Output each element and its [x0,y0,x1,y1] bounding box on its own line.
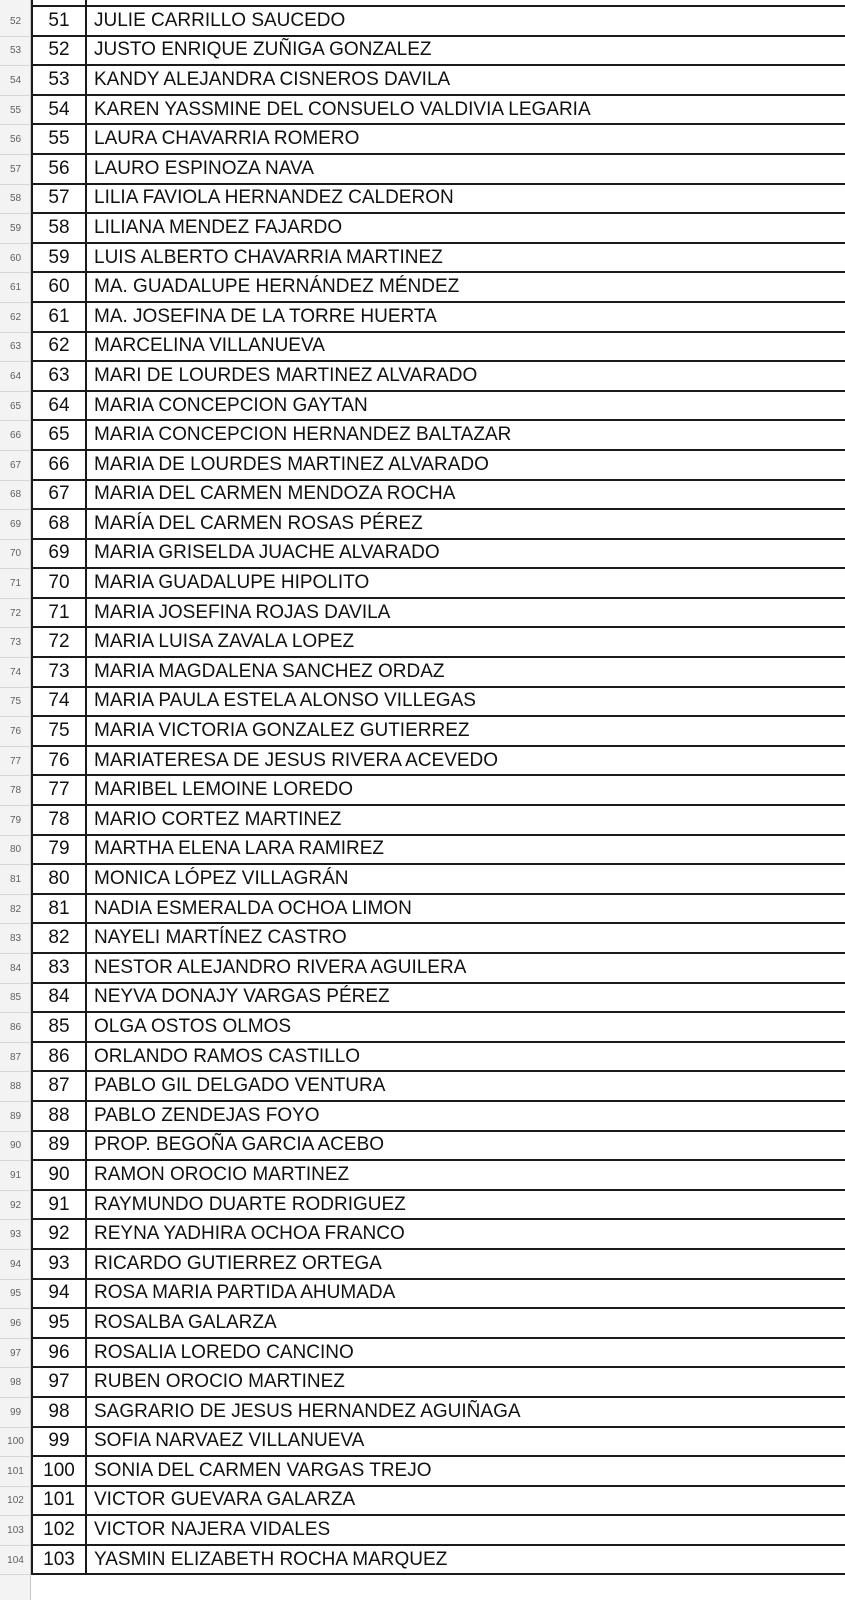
table-row [0,37,845,67]
row-header[interactable]: 100 [0,1428,31,1458]
table-row [0,481,845,511]
cell-name[interactable]: MARTHA ELENA LARA RAMIREZ [87,836,845,866]
row-header[interactable]: 103 [0,1516,31,1546]
row-header[interactable]: 94 [0,1250,31,1280]
cell-name[interactable]: MARIATERESA DE JESUS RIVERA ACEVEDO [87,747,845,777]
table-row [0,717,845,747]
cell-number[interactable]: 68 [31,510,87,540]
table-row [0,1339,845,1369]
cell-name[interactable]: ROSALIA LOREDO CANCINO [87,1339,845,1369]
cell-name[interactable]: YASMIN ELIZABETH ROCHA MARQUEZ [87,1546,845,1576]
table-row [0,7,845,37]
cell-number[interactable]: 69 [31,540,87,570]
table-row [0,658,845,688]
row-header[interactable]: 65 [0,392,31,422]
cell-number[interactable]: 72 [31,628,87,658]
row-header[interactable]: 104 [0,1546,31,1576]
cell-name[interactable]: RUBEN OROCIO MARTINEZ [87,1368,845,1398]
table-row [0,66,845,96]
row-header[interactable]: 67 [0,451,31,481]
cell-name[interactable]: LAURA CHAVARRIA ROMERO [87,125,845,155]
table-row [0,1043,845,1073]
cell-name[interactable]: OLGA OSTOS OLMOS [87,1013,845,1043]
cell-name[interactable]: JULIE CARRILLO SAUCEDO [87,7,845,37]
row-header[interactable]: 83 [0,924,31,954]
cell-name[interactable]: LUIS ALBERTO CHAVARRIA MARTINEZ [87,244,845,274]
cell-number[interactable]: 96 [31,1339,87,1369]
cell-number[interactable]: 82 [31,924,87,954]
cell-number[interactable]: 59 [31,244,87,274]
table-row [0,954,845,984]
row-header[interactable]: 76 [0,717,31,747]
cell-name[interactable]: REYNA YADHIRA OCHOA FRANCO [87,1220,845,1250]
table-row [0,1546,845,1576]
row-header[interactable]: 86 [0,1013,31,1043]
row-header[interactable]: 88 [0,1072,31,1102]
row-header[interactable]: 87 [0,1043,31,1073]
cell-number[interactable]: 62 [31,333,87,363]
cell-number[interactable]: 87 [31,1072,87,1102]
cell-number[interactable]: 80 [31,865,87,895]
cell-name[interactable]: KAREN YASSMINE DEL CONSUELO VALDIVIA LEGARIA [87,96,845,126]
cell-name[interactable]: MARIA GRISELDA JUACHE ALVARADO [87,540,845,570]
row-header[interactable]: 90 [0,1132,31,1162]
table-row [0,1132,845,1162]
cell-name[interactable]: RICARDO GUTIERREZ ORTEGA [87,1250,845,1280]
cell-number[interactable]: 92 [31,1220,87,1250]
cell-name[interactable]: MARIA MAGDALENA SANCHEZ ORDAZ [87,658,845,688]
cell-number[interactable]: 67 [31,481,87,511]
table-row [0,806,845,836]
row-header[interactable]: 99 [0,1398,31,1428]
row-header[interactable]: 75 [0,688,31,718]
cell-number[interactable]: 83 [31,954,87,984]
cell-name[interactable]: MARIA VICTORIA GONZALEZ GUTIERREZ [87,717,845,747]
row-header[interactable]: 66 [0,421,31,451]
cell-name[interactable]: ORLANDO RAMOS CASTILLO [87,1043,845,1073]
table-row [0,1457,845,1487]
cell-name[interactable]: LAURO ESPINOZA NAVA [87,155,845,185]
cell-name[interactable]: MARIO CORTEZ MARTINEZ [87,806,845,836]
table-row [0,569,845,599]
cell-name[interactable]: PABLO ZENDEJAS FOYO [87,1102,845,1132]
row-header[interactable]: 55 [0,96,31,126]
table-row [0,451,845,481]
table-row [0,1250,845,1280]
row-header[interactable]: 77 [0,747,31,777]
cell-name[interactable]: MARIA GUADALUPE HIPOLITO [87,569,845,599]
table-row [0,214,845,244]
table-row [0,1487,845,1517]
table-row [0,688,845,718]
cell-number[interactable]: 94 [31,1280,87,1310]
cell-number[interactable]: 55 [31,125,87,155]
row-header[interactable]: 68 [0,481,31,511]
cell-name[interactable]: LILIA FAVIOLA HERNANDEZ CALDERON [87,185,845,215]
table-row [0,1072,845,1102]
cell-number[interactable]: 76 [31,747,87,777]
row-header[interactable]: 101 [0,1457,31,1487]
cell-name[interactable]: MARIA DEL CARMEN MENDOZA ROCHA [87,481,845,511]
table-row [0,1220,845,1250]
cell-name[interactable]: MARIA CONCEPCION HERNANDEZ BALTAZAR [87,421,845,451]
row-header[interactable]: 57 [0,155,31,185]
cell-name-partial[interactable] [87,0,845,7]
cell-name[interactable]: MA. JOSEFINA DE LA TORRE HUERTA [87,303,845,333]
cell-number[interactable]: 81 [31,895,87,925]
cell-number[interactable]: 102 [31,1516,87,1546]
table-row [0,747,845,777]
cell-number[interactable]: 89 [31,1132,87,1162]
cell-name[interactable]: ROSA MARIA PARTIDA AHUMADA [87,1280,845,1310]
table-row [0,1398,845,1428]
row-header[interactable]: 78 [0,776,31,806]
cell-number[interactable]: 88 [31,1102,87,1132]
partial-row-top [0,0,845,7]
cell-name[interactable]: MARI DE LOURDES MARTINEZ ALVARADO [87,362,845,392]
cell-name[interactable]: MARIA DE LOURDES MARTINEZ ALVARADO [87,451,845,481]
table-row [0,540,845,570]
cell-name[interactable]: JUSTO ENRIQUE ZUÑIGA GONZALEZ [87,37,845,67]
row-header[interactable]: 61 [0,273,31,303]
row-header[interactable]: 70 [0,540,31,570]
row-header[interactable]: 80 [0,836,31,866]
cell-number-partial[interactable] [31,0,87,7]
cell-number[interactable]: 85 [31,1013,87,1043]
row-header[interactable]: 84 [0,954,31,984]
table-row [0,984,845,1014]
row-header[interactable]: 89 [0,1102,31,1132]
table-row [0,96,845,126]
cell-number[interactable]: 100 [31,1457,87,1487]
table-row [0,244,845,274]
cell-name[interactable]: MARÍA DEL CARMEN ROSAS PÉREZ [87,510,845,540]
table-row [0,421,845,451]
row-header[interactable]: 72 [0,599,31,629]
row-header[interactable]: 96 [0,1309,31,1339]
table-row [0,1309,845,1339]
cell-name[interactable]: MA. GUADALUPE HERNÁNDEZ MÉNDEZ [87,273,845,303]
row-header[interactable]: 81 [0,865,31,895]
cell-name[interactable]: PABLO GIL DELGADO VENTURA [87,1072,845,1102]
row-header[interactable]: 79 [0,806,31,836]
cell-name[interactable]: RAMON OROCIO MARTINEZ [87,1161,845,1191]
cell-number[interactable]: 79 [31,836,87,866]
cell-number[interactable]: 101 [31,1487,87,1517]
cell-number[interactable]: 66 [31,451,87,481]
table-row [0,1013,845,1043]
row-header[interactable]: 63 [0,333,31,363]
cell-grid [0,7,845,1575]
cell-number[interactable]: 95 [31,1309,87,1339]
cell-number[interactable]: 70 [31,569,87,599]
row-header[interactable]: 71 [0,569,31,599]
table-row [0,155,845,185]
cell-number[interactable]: 91 [31,1191,87,1221]
row-header[interactable]: 102 [0,1487,31,1517]
row-header[interactable]: 54 [0,66,31,96]
table-row [0,510,845,540]
cell-number[interactable]: 86 [31,1043,87,1073]
table-row [0,776,845,806]
row-header[interactable]: 53 [0,37,31,67]
cell-number[interactable]: 98 [31,1398,87,1428]
cell-number[interactable]: 58 [31,214,87,244]
cell-number[interactable]: 54 [31,96,87,126]
cell-number[interactable]: 90 [31,1161,87,1191]
cell-name[interactable]: MARIA LUISA ZAVALA LOPEZ [87,628,845,658]
row-header[interactable]: 69 [0,510,31,540]
row-header[interactable]: 93 [0,1220,31,1250]
table-row [0,1102,845,1132]
cell-number[interactable]: 103 [31,1546,87,1576]
table-row [0,1191,845,1221]
table-row [0,628,845,658]
table-row [0,362,845,392]
row-header[interactable]: 56 [0,125,31,155]
table-row [0,599,845,629]
table-row [0,185,845,215]
row-header[interactable]: 52 [0,7,31,37]
cell-number[interactable]: 53 [31,66,87,96]
row-header[interactable]: 98 [0,1368,31,1398]
cell-number[interactable]: 77 [31,776,87,806]
cell-number[interactable]: 64 [31,392,87,422]
cell-number[interactable]: 56 [31,155,87,185]
cell-number[interactable]: 61 [31,303,87,333]
cell-name[interactable]: PROP. BEGOÑA GARCIA ACEBO [87,1132,845,1162]
cell-number[interactable]: 74 [31,688,87,718]
cell-name[interactable]: NAYELI MARTÍNEZ CASTRO [87,924,845,954]
cell-number[interactable]: 75 [31,717,87,747]
cell-name[interactable]: MARCELINA VILLANUEVA [87,333,845,363]
cell-number[interactable]: 97 [31,1368,87,1398]
row-header[interactable]: 82 [0,895,31,925]
table-row [0,303,845,333]
table-row [0,1280,845,1310]
row-header[interactable]: 64 [0,362,31,392]
table-row [0,1428,845,1458]
table-row [0,924,845,954]
cell-name[interactable]: ROSALBA GALARZA [87,1309,845,1339]
table-row [0,895,845,925]
cell-name[interactable]: MARIA PAULA ESTELA ALONSO VILLEGAS [87,688,845,718]
cell-number[interactable]: 93 [31,1250,87,1280]
table-row [0,333,845,363]
row-header[interactable]: 97 [0,1339,31,1369]
cell-name[interactable]: KANDY ALEJANDRA CISNEROS DAVILA [87,66,845,96]
row-header[interactable]: 60 [0,244,31,274]
row-header[interactable]: 73 [0,628,31,658]
cell-name[interactable]: RAYMUNDO DUARTE RODRIGUEZ [87,1191,845,1221]
row-header[interactable]: 74 [0,658,31,688]
row-header[interactable]: 91 [0,1161,31,1191]
cell-number[interactable]: 71 [31,599,87,629]
cell-number[interactable]: 73 [31,658,87,688]
row-header[interactable]: 62 [0,303,31,333]
cell-number[interactable]: 84 [31,984,87,1014]
cell-name[interactable]: MONICA LÓPEZ VILLAGRÁN [87,865,845,895]
cell-number[interactable]: 65 [31,421,87,451]
cell-name[interactable]: NEYVA DONAJY VARGAS PÉREZ [87,984,845,1014]
table-row [0,1368,845,1398]
cell-name[interactable]: SAGRARIO DE JESUS HERNANDEZ AGUIÑAGA [87,1398,845,1428]
table-row [0,1161,845,1191]
cell-number[interactable]: 52 [31,37,87,67]
table-row [0,392,845,422]
table-row [0,865,845,895]
cell-number[interactable]: 60 [31,273,87,303]
row-header[interactable]: 92 [0,1191,31,1221]
row-header[interactable]: 85 [0,984,31,1014]
cell-name[interactable]: VICTOR NAJERA VIDALES [87,1516,845,1546]
row-header[interactable]: 95 [0,1280,31,1310]
table-row [0,836,845,866]
cell-name[interactable]: LILIANA MENDEZ FAJARDO [87,214,845,244]
row-header[interactable]: 59 [0,214,31,244]
cell-name[interactable]: VICTOR GUEVARA GALARZA [87,1487,845,1517]
cell-name[interactable]: NADIA ESMERALDA OCHOA LIMON [87,895,845,925]
table-row [0,125,845,155]
cell-number[interactable]: 51 [31,7,87,37]
cell-name[interactable]: SOFIA NARVAEZ VILLANUEVA [87,1428,845,1458]
cell-name[interactable]: MARIBEL LEMOINE LOREDO [87,776,845,806]
cell-name[interactable]: SONIA DEL CARMEN VARGAS TREJO [87,1457,845,1487]
cell-number[interactable]: 99 [31,1428,87,1458]
row-header[interactable]: 58 [0,185,31,215]
cell-name[interactable]: MARIA JOSEFINA ROJAS DAVILA [87,599,845,629]
cell-number[interactable]: 63 [31,362,87,392]
cell-number[interactable]: 78 [31,806,87,836]
cell-name[interactable]: NESTOR ALEJANDRO RIVERA AGUILERA [87,954,845,984]
cell-name[interactable]: MARIA CONCEPCION GAYTAN [87,392,845,422]
table-row [0,273,845,303]
cell-number[interactable]: 57 [31,185,87,215]
table-row [0,1516,845,1546]
